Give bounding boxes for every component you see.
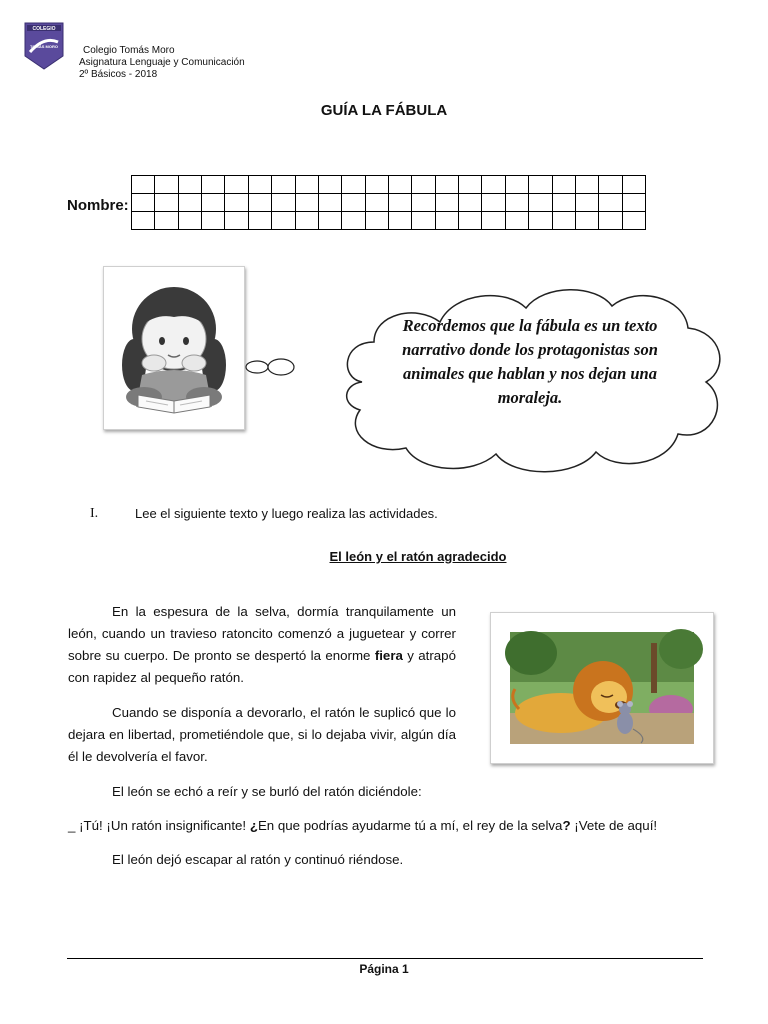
name-grid-cell[interactable] bbox=[506, 176, 529, 194]
name-grid-cell[interactable] bbox=[155, 194, 178, 212]
name-grid-cell[interactable] bbox=[202, 194, 225, 212]
name-grid-cell[interactable] bbox=[506, 194, 529, 212]
name-grid-cell[interactable] bbox=[436, 176, 459, 194]
girl-reading-image bbox=[103, 266, 245, 430]
instruction-number: I. bbox=[90, 506, 99, 521]
name-grid-cell[interactable] bbox=[296, 176, 319, 194]
name-grid-cell[interactable] bbox=[132, 176, 155, 194]
name-grid-cell[interactable] bbox=[529, 212, 552, 230]
name-grid-cell[interactable] bbox=[459, 176, 482, 194]
name-grid-cell[interactable] bbox=[482, 176, 505, 194]
p1-bold-word: fiera bbox=[374, 648, 403, 663]
p1-text-a: En la espesura de la selva, dormía tranquilamente un león, cuando un travieso ratoncito comenzó a juguetear y correr sobre su cuerpo. De pronto se despertó la enorme bbox=[68, 604, 456, 663]
name-grid-cell[interactable] bbox=[366, 194, 389, 212]
name-grid-cell[interactable] bbox=[412, 176, 435, 194]
name-grid-cell[interactable] bbox=[342, 194, 365, 212]
name-grid-cell[interactable] bbox=[342, 212, 365, 230]
name-grid-cell[interactable] bbox=[225, 194, 248, 212]
name-grid-cell[interactable] bbox=[179, 212, 202, 230]
p4-text-c: ¡Vete de aquí! bbox=[570, 818, 658, 833]
story-title: El león y el ratón agradecido bbox=[329, 549, 507, 564]
name-grid-cell[interactable] bbox=[179, 194, 202, 212]
name-grid[interactable] bbox=[131, 175, 646, 230]
name-grid-cell[interactable] bbox=[296, 212, 319, 230]
name-grid-cell[interactable] bbox=[623, 212, 646, 230]
school-info bbox=[79, 45, 245, 81]
p1-text-b: y atrapó con rapidez al pequeño ratón. bbox=[68, 648, 456, 685]
lion-mouse-image bbox=[490, 612, 714, 764]
name-grid-cell[interactable] bbox=[132, 194, 155, 212]
name-grid-cell[interactable] bbox=[459, 194, 482, 212]
name-grid-cell[interactable] bbox=[272, 176, 295, 194]
name-grid-cell[interactable] bbox=[623, 194, 646, 212]
name-grid-cell[interactable] bbox=[389, 212, 412, 230]
name-grid-cell[interactable] bbox=[436, 194, 459, 212]
lion-mouse-illustration bbox=[491, 613, 713, 763]
name-grid-cell[interactable] bbox=[319, 194, 342, 212]
page-number: Página 1 bbox=[359, 962, 409, 976]
name-grid-cell[interactable] bbox=[459, 212, 482, 230]
grade: 2º Básicos - 2018 bbox=[79, 69, 158, 80]
name-grid-cell[interactable] bbox=[553, 212, 576, 230]
name-grid-cell[interactable] bbox=[389, 176, 412, 194]
name-grid-cell[interactable] bbox=[225, 176, 248, 194]
name-grid-cell[interactable] bbox=[202, 176, 225, 194]
name-grid-cell[interactable] bbox=[249, 212, 272, 230]
logo-initials: TOMÁS MORO bbox=[30, 44, 58, 49]
document-title: GUÍA LA FÁBULA bbox=[320, 102, 448, 119]
name-grid-cell[interactable] bbox=[576, 176, 599, 194]
name-grid-cell[interactable] bbox=[272, 212, 295, 230]
cloud-text: Recordemos que la fábula es un texto narrativo donde los protagonistas son animales que hablan y nos dejan una moraleja. bbox=[402, 316, 658, 407]
name-grid-cell[interactable] bbox=[576, 194, 599, 212]
name-grid-cell[interactable] bbox=[319, 176, 342, 194]
name-grid-cell[interactable] bbox=[202, 212, 225, 230]
story-paragraph-2: Cuando se disponía a devorarlo, el ratón le suplicó que lo dejara en libertad, prometiéndole que, si lo dejaba vivir, algún día él le devolvería el favor. bbox=[68, 705, 456, 764]
name-grid-cell[interactable] bbox=[623, 176, 646, 194]
name-grid-cell[interactable] bbox=[389, 194, 412, 212]
name-grid-cell[interactable] bbox=[155, 212, 178, 230]
name-grid-cell[interactable] bbox=[599, 176, 622, 194]
name-grid-cell[interactable] bbox=[482, 212, 505, 230]
p4-text-b: En que podrías ayudarme tú a mí, el rey de la selva bbox=[257, 818, 563, 833]
name-grid-cell[interactable] bbox=[599, 194, 622, 212]
name-grid-cell[interactable] bbox=[553, 194, 576, 212]
name-grid-cell[interactable] bbox=[529, 176, 552, 194]
p4-close-question: ? bbox=[562, 818, 571, 833]
name-grid-cell[interactable] bbox=[599, 212, 622, 230]
name-grid-cell[interactable] bbox=[506, 212, 529, 230]
story-paragraph-3: El león se echó a reír y se burló del ratón diciéndole: bbox=[112, 784, 422, 799]
instruction-text: Lee el siguiente texto y luego realiza las actividades. bbox=[135, 506, 438, 521]
school-name: Colegio Tomás Moro bbox=[83, 45, 175, 56]
name-grid-cell[interactable] bbox=[342, 176, 365, 194]
p4-text-a: _ ¡Tú! ¡Un ratón insignificante! bbox=[68, 818, 250, 833]
name-grid-cell[interactable] bbox=[412, 194, 435, 212]
name-grid-cell[interactable] bbox=[296, 194, 319, 212]
name-grid-cell[interactable] bbox=[366, 176, 389, 194]
name-grid-cell[interactable] bbox=[529, 194, 552, 212]
name-grid-cell[interactable] bbox=[553, 176, 576, 194]
name-grid-cell[interactable] bbox=[482, 194, 505, 212]
story-paragraph-1 bbox=[68, 601, 456, 689]
subject: Asignatura Lenguaje y Comunicación bbox=[79, 57, 245, 68]
footer-divider bbox=[67, 958, 703, 959]
name-label: Nombre: bbox=[67, 197, 129, 214]
story-paragraph-5: El león dejó escapar al ratón y continuó riéndose. bbox=[112, 852, 404, 867]
name-grid-cell[interactable] bbox=[249, 194, 272, 212]
name-grid-cell[interactable] bbox=[366, 212, 389, 230]
logo-text: COLEGIO bbox=[32, 26, 56, 32]
name-grid-cell[interactable] bbox=[576, 212, 599, 230]
name-grid-cell[interactable] bbox=[436, 212, 459, 230]
name-grid-cell[interactable] bbox=[249, 176, 272, 194]
school-logo bbox=[24, 22, 64, 70]
name-grid-cell[interactable] bbox=[132, 212, 155, 230]
name-grid-cell[interactable] bbox=[412, 212, 435, 230]
name-grid-cell[interactable] bbox=[179, 176, 202, 194]
name-grid-cell[interactable] bbox=[225, 212, 248, 230]
name-grid-cell[interactable] bbox=[319, 212, 342, 230]
story-paragraph-4 bbox=[68, 815, 728, 837]
name-grid-cell[interactable] bbox=[155, 176, 178, 194]
girl-reading-illustration bbox=[104, 267, 244, 429]
name-grid-cell[interactable] bbox=[272, 194, 295, 212]
p4-open-question: ¿ bbox=[249, 818, 258, 833]
